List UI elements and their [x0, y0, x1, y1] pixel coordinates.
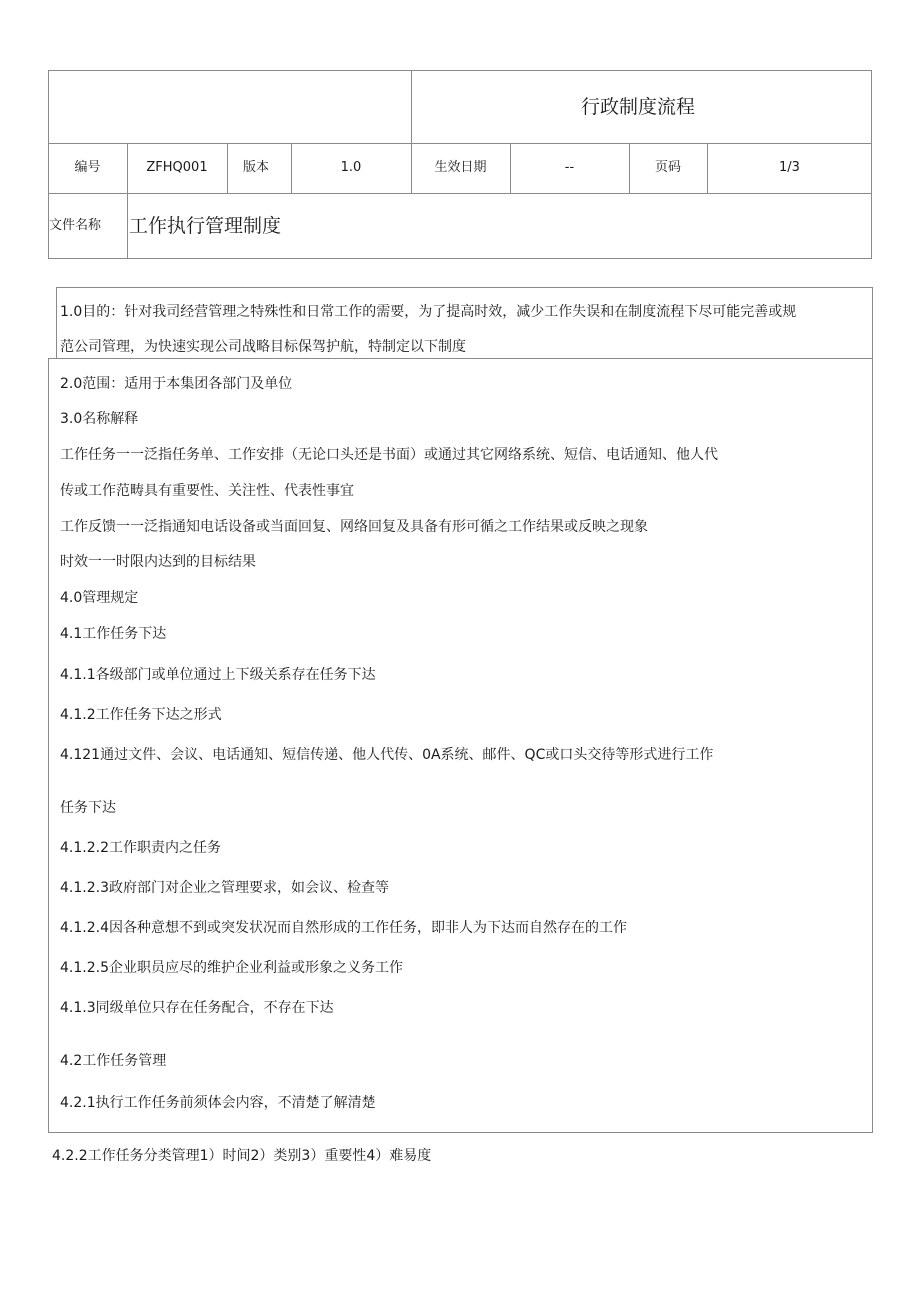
header-border-right	[871, 70, 872, 259]
document-title: 行政制度流程	[581, 96, 696, 118]
body-box-right	[872, 358, 873, 1133]
body-line: 4.121通过文件、会议、电话通知、短信传递、他人代传、0A系统、邮件、QC或口头交待等形式进行工作	[60, 747, 714, 763]
body-line: 4.0管理规定	[60, 590, 139, 606]
file-name-value: 工作执行管理制度	[129, 215, 282, 237]
body-line: 4.1.3同级单位只存在任务配合，不存在下达	[60, 1000, 334, 1016]
body-line: 3.0名称解释	[60, 411, 139, 427]
version-label: 版本	[243, 160, 270, 175]
body-line: 4.1.2.4因各种意想不到或突发状况而自然形成的工作任务，即非人为下达而自然存在的工作	[60, 920, 627, 936]
effective-date-value: --	[564, 160, 575, 175]
header-border-top	[48, 70, 872, 71]
body-line: 4.1.2.2工作职责内之任务	[60, 840, 221, 856]
header-border-bottom	[48, 258, 872, 259]
body-line: 工作任务一一泛指任务单、工作安排（无论口头还是书面）或通过其它网络系统、短信、电话通知、他人代	[60, 447, 718, 463]
version-value: 1.0	[340, 160, 362, 175]
code-label: 编号	[74, 160, 101, 175]
body-line: 4.1.1各级部门或单位通过上下级关系存在任务下达	[60, 667, 376, 683]
meta-divider-2	[227, 143, 228, 194]
page-label: 页码	[654, 160, 681, 175]
page-number: 1/3	[779, 160, 800, 175]
footer-line: 4.2.2工作任务分类管理1）时间2）类别3）重要性4）难易度	[52, 1148, 432, 1164]
meta-divider-7	[707, 143, 708, 194]
body-line: 4.1.2.5企业职员应尽的维护企业利益或形象之义务工作	[60, 960, 403, 976]
purpose-line-2: 范公司管理，为快速实现公司战略目标保驾护航，特制定以下制度	[60, 339, 466, 355]
body-line: 4.1.2.3政府部门对企业之管理要求，如会议、检查等	[60, 880, 389, 896]
body-line: 2.0范围：适用于本集团各部门及单位	[60, 376, 293, 392]
purpose-box-left	[56, 287, 57, 359]
body-line: 工作反馈一一泛指通知电话设备或当面回复、网络回复及具备有形可循之工作结果或反映之现象	[60, 519, 648, 535]
purpose-line-1: 1.0目的：针对我司经营管理之特殊性和日常工作的需要，为了提高时效，减少工作失误和在制度流程下尽可能完善或规	[60, 304, 797, 320]
body-line: 传或工作范畴具有重要性、关注性、代表性事宜	[60, 483, 354, 499]
purpose-box-top	[56, 287, 873, 288]
effective-date-label: 生效日期	[434, 160, 487, 175]
body-box-top	[48, 358, 873, 359]
body-box-bottom	[48, 1132, 873, 1133]
file-name-label: 文件名称	[49, 218, 102, 233]
body-line: 4.2工作任务管理	[60, 1053, 167, 1069]
body-line: 时效一一时限内达到的目标结果	[60, 554, 256, 570]
body-line: 4.2.1执行工作任务前须体会内容，不清楚了解清楚	[60, 1095, 376, 1111]
body-box-left	[48, 358, 49, 1133]
body-line: 4.1.2工作任务下达之形式	[60, 707, 222, 723]
body-line: 4.1工作任务下达	[60, 626, 167, 642]
purpose-box-right	[872, 287, 873, 359]
code-value: ZFHQ001	[146, 160, 208, 175]
body-line: 任务下达	[60, 800, 116, 816]
header-border-row2	[48, 193, 872, 194]
header-border-row1	[48, 143, 872, 144]
